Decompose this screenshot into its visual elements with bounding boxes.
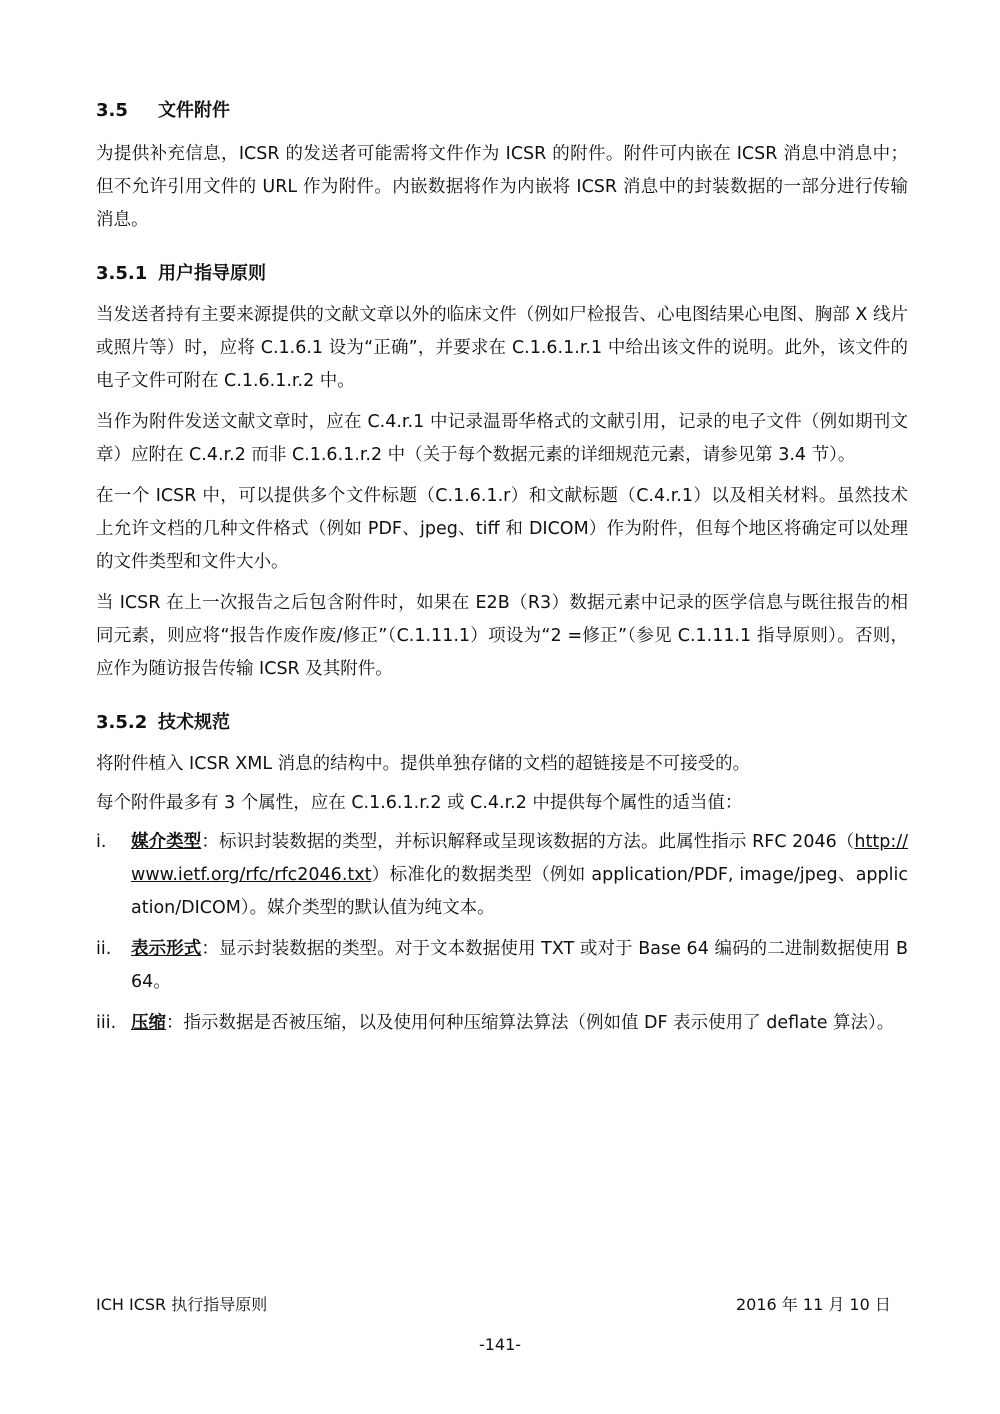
list-item-text: 指示数据是否被压缩，以及使用何种压缩算法算法（例如值 DF 表示使用了 deflate 算法）。 [183, 1013, 895, 1033]
document-body [96, 90, 908, 1040]
paragraph-2: 当发送者持有主要来源提供的文献文章以外的临床文件（例如尸检报告、心电图结果心电图、胸部 X 线片或照片等）时，应将 C.1.6.1 设为“正确”，并要求在 C.1.6.1.r.1 中给出该文件的说明。此外，该文件的电子文件可附在 C.1.6.1.r.2 中。 [96, 305, 908, 391]
section-title: 技术规范 [158, 712, 230, 733]
page-number: -141- [478, 1335, 522, 1354]
section-title: 文件附件 [158, 100, 230, 121]
paragraph-1: 为提供补充信息，ICSR 的发送者可能需将文件作为 ICSR 的附件。附件可内嵌在 ICSR 消息中消息中；但不允许引用文件的 URL 作为附件。内嵌数据将作为内嵌将 ICSR 消息中的封装数据的一部分进行传输消息。 [96, 144, 908, 230]
section-number: 3.5.2 [96, 712, 148, 733]
section-number: 3.5 [96, 100, 128, 121]
list-item-label: ii. [96, 939, 112, 959]
paragraph-5: 当 ICSR 在上一次报告之后包含附件时，如果在 E2B（R3）数据元素中记录的医学信息与既往报告的相同元素，则应将“报告作废作废/修正”（C.1.11.1）项设为“2 =修正”（参见 C.1.11.1 指导原则）。否则，应作为随访报告传输 ICSR 及其附件。 [96, 593, 908, 679]
list-item-media-type [96, 826, 908, 925]
term-separator: ： [166, 1013, 184, 1033]
list-item-representation [96, 933, 908, 999]
footer-document-title: ICH ICSR 执行指导原则 [96, 1295, 268, 1314]
section-heading-3-5-2 [96, 708, 908, 734]
section-number: 3.5.1 [96, 263, 148, 284]
section-title: 用户指导原则 [158, 263, 266, 284]
term-representation: 表示形式 [131, 939, 202, 959]
list-item-compression [96, 1007, 908, 1040]
paragraph-7: 每个附件最多有 3 个属性，应在 C.1.6.1.r.2 或 C.4.r.2 中提供每个属性的适当值： [96, 793, 743, 813]
paragraph-3: 当作为附件发送文献文章时，应在 C.4.r.1 中记录温哥华格式的文献引用，记录的电子文件（例如期刊文章）应附在 C.4.r.2 而非 C.1.6.1.r.2 中（关于每个数据元素的详细规范元素，请参见第 3.4 节）。 [96, 412, 908, 465]
term-compression: 压缩 [131, 1013, 166, 1033]
term-separator: ： [201, 939, 219, 959]
footer-date: 2016 年 11 月 10 日 [736, 1295, 891, 1314]
list-item-text: 标识封装数据的类型，并标识解释或呈现该数据的方法。此属性指示 RFC 2046（ [218, 832, 855, 852]
rfc-link[interactable]: http://www.ietf.org/rfc/rfc2046.txt [131, 832, 909, 885]
paragraph-4: 在一个 ICSR 中，可以提供多个文件标题（C.1.6.1.r）和文献标题（C.4.r.1）以及相关材料。虽然技术上允许文档的几种文件格式（例如 PDF、jpeg、tiff 和 DICOM）作为附件，但每个地区将确定可以处理的文件类型和文件大小。 [96, 486, 908, 572]
list-item-text: 显示封装数据的类型。对于文本数据使用 TXT 或对于 Base 64 编码的二进制数据使用 B64。 [131, 939, 909, 992]
list-item-label: iii. [96, 1013, 117, 1033]
term-media-type: 媒介类型 [131, 832, 202, 852]
list-item-text-cont: ）标准化的数据类型（例如 application/PDF, image/jpeg、application/DICOM）。媒介类型的默认值为纯文本。 [131, 865, 908, 918]
term-separator: ： [201, 832, 219, 852]
list-item-label: i. [96, 832, 107, 852]
section-heading-3-5 [96, 96, 908, 122]
paragraph-6: 将附件植入 ICSR XML 消息的结构中。提供单独存储的文档的超链接是不可接受的。 [96, 754, 751, 774]
section-heading-3-5-1 [96, 259, 908, 285]
